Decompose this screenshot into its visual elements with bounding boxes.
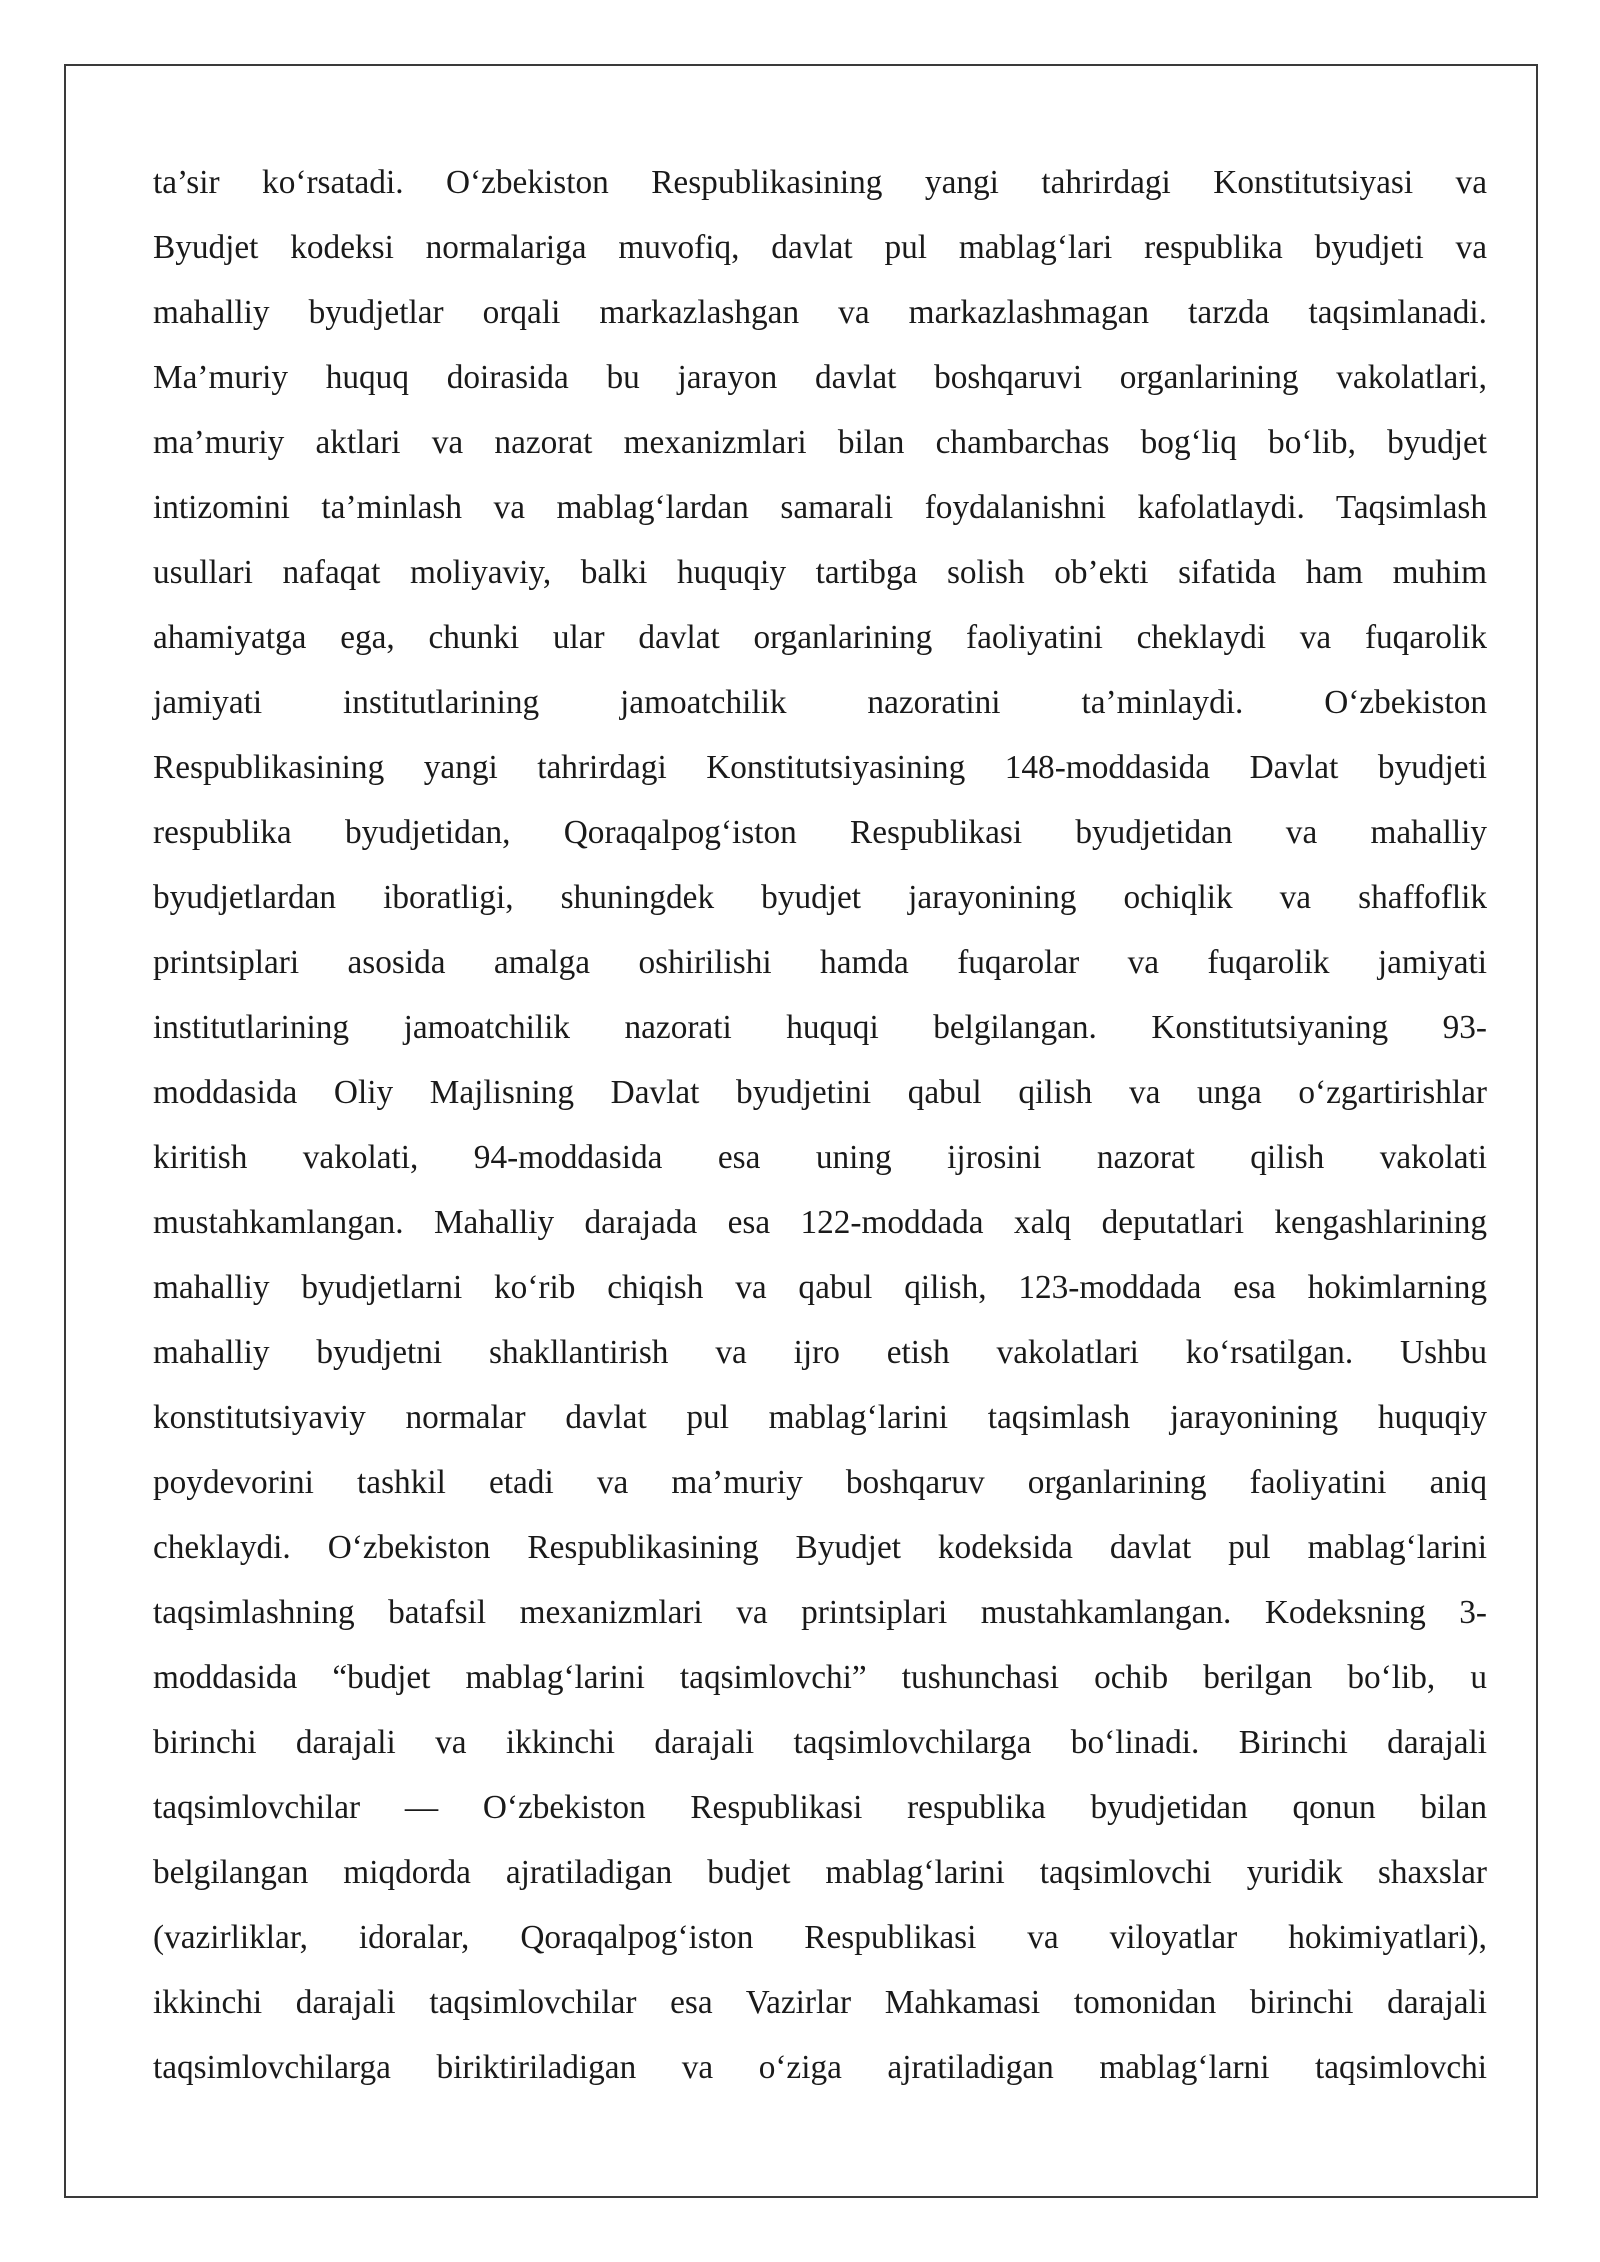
- text-line: ahamiyatga ega, chunki ular davlat organlarining faoliyatini cheklaydi va fuqarolik: [153, 619, 1487, 656]
- text-line: ikkinchi darajali taqsimlovchilar esa Vazirlar Mahkamasi tomonidan birinchi darajali: [153, 1984, 1487, 2021]
- text-line: taqsimlovchilarga biriktiriladigan va o‘ziga ajratiladigan mablag‘larni taqsimlovchi: [153, 2049, 1487, 2086]
- text-line: mustahkamlangan. Mahalliy darajada esa 122-moddada xalq deputatlari kengashlarining: [153, 1204, 1487, 1241]
- text-line: institutlarining jamoatchilik nazorati huquqi belgilangan. Konstitutsiyaning 93-: [153, 1009, 1487, 1046]
- text-line: konstitutsiyaviy normalar davlat pul mablag‘larini taqsimlash jarayonining huquqiy: [153, 1399, 1487, 1436]
- text-line: taqsimlovchilar — O‘zbekiston Respublikasi respublika byudjetidan qonun bilan: [153, 1789, 1487, 1826]
- text-line: birinchi darajali va ikkinchi darajali taqsimlovchilarga bo‘linadi. Birinchi darajali: [153, 1724, 1487, 1761]
- text-line: usullari nafaqat moliyaviy, balki huquqiy tartibga solish ob’ekti sifatida ham muhim: [153, 554, 1487, 591]
- text-line: respublika byudjetidan, Qoraqalpog‘iston Respublikasi byudjetidan va mahalliy: [153, 814, 1487, 851]
- text-line: taqsimlashning batafsil mexanizmlari va printsiplari mustahkamlangan. Kodeksning 3-: [153, 1594, 1487, 1631]
- text-line: mahalliy byudjetlar orqali markazlashgan va markazlashmagan tarzda taqsimlanadi.: [153, 294, 1487, 331]
- text-line: byudjetlardan iboratligi, shuningdek byudjet jarayonining ochiqlik va shaffoflik: [153, 879, 1487, 916]
- text-line: Byudjet kodeksi normalariga muvofiq, davlat pul mablag‘lari respublika byudjeti va: [153, 229, 1487, 266]
- text-line: ta’sir ko‘rsatadi. O‘zbekiston Respublikasining yangi tahrirdagi Konstitutsiyasi va: [153, 164, 1487, 201]
- text-line: kiritish vakolati, 94-moddasida esa uning ijrosini nazorat qilish vakolati: [153, 1139, 1487, 1176]
- text-line: mahalliy byudjetlarni ko‘rib chiqish va qabul qilish, 123-moddada esa hokimlarning: [153, 1269, 1487, 1306]
- text-line: cheklaydi. O‘zbekiston Respublikasining Byudjet kodeksida davlat pul mablag‘larini: [153, 1529, 1487, 1566]
- text-line: jamiyati institutlarining jamoatchilik nazoratini ta’minlaydi. O‘zbekiston: [153, 684, 1487, 721]
- text-line: printsiplari asosida amalga oshirilishi hamda fuqarolar va fuqarolik jamiyati: [153, 944, 1487, 981]
- text-line: Ma’muriy huquq doirasida bu jarayon davlat boshqaruvi organlarining vakolatlari,: [153, 359, 1487, 396]
- text-line: Respublikasining yangi tahrirdagi Konstitutsiyasining 148-moddasida Davlat byudjeti: [153, 749, 1487, 786]
- text-line: ma’muriy aktlari va nazorat mexanizmlari bilan chambarchas bog‘liq bo‘lib, byudjet: [153, 424, 1487, 461]
- text-line: mahalliy byudjetni shakllantirish va ijro etish vakolatlari ko‘rsatilgan. Ushbu: [153, 1334, 1487, 1371]
- body-text: [153, 150, 1487, 2100]
- text-line: (vazirliklar, idoralar, Qoraqalpog‘iston Respublikasi va viloyatlar hokimiyatlari),: [153, 1919, 1487, 1956]
- text-line: intizomini ta’minlash va mablag‘lardan samarali foydalanishni kafolatlaydi. Taqsimlash: [153, 489, 1487, 526]
- text-line: moddasida “budjet mablag‘larini taqsimlovchi” tushunchasi ochib berilgan bo‘lib, u: [153, 1659, 1487, 1696]
- text-line: belgilangan miqdorda ajratiladigan budjet mablag‘larini taqsimlovchi yuridik shaxslar: [153, 1854, 1487, 1891]
- text-line: moddasida Oliy Majlisning Davlat byudjetini qabul qilish va unga o‘zgartirishlar: [153, 1074, 1487, 1111]
- text-line: poydevorini tashkil etadi va ma’muriy boshqaruv organlarining faoliyatini aniq: [153, 1464, 1487, 1501]
